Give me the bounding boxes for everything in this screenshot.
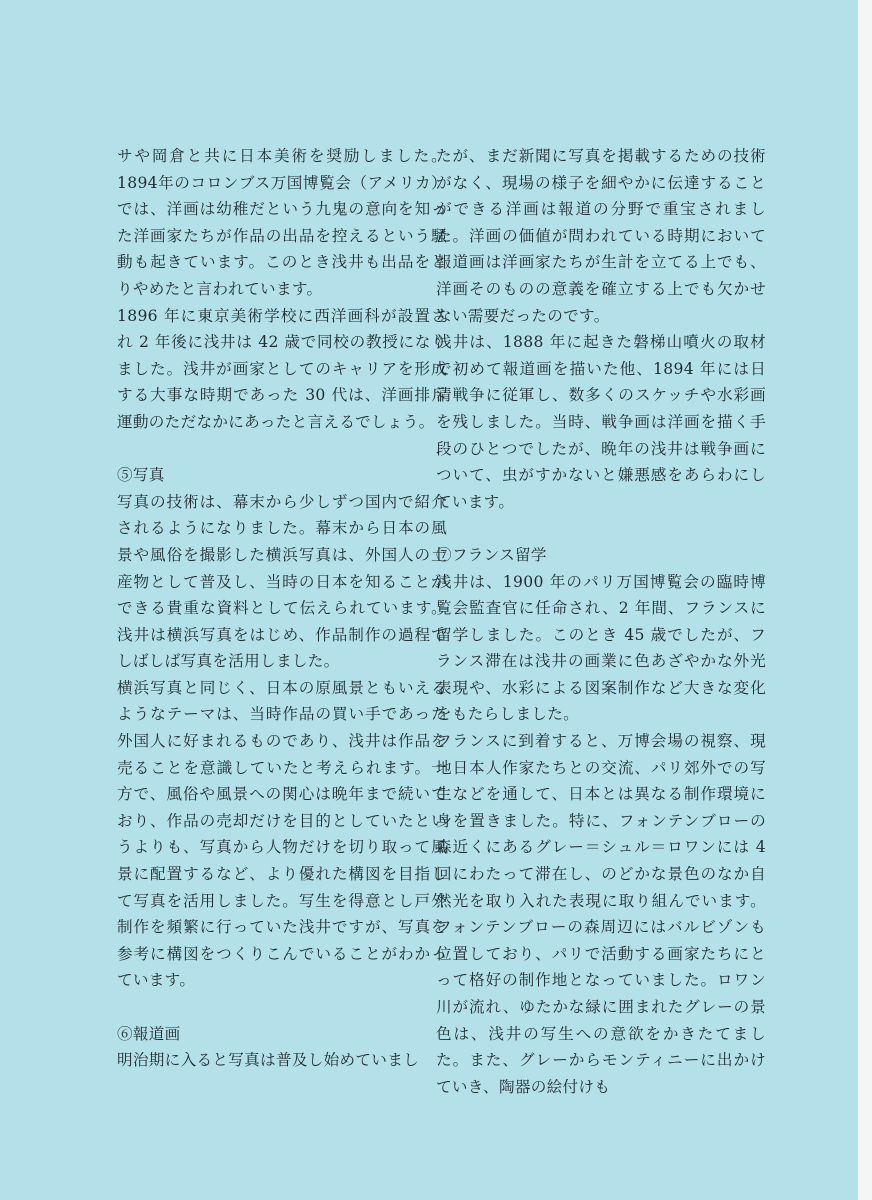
paragraph: 横浜写真と同じく、日本の原風景ともいえるようなテーマは、当時作品の買い手であった外国人に好まれるものであり、浅井は作品を売ることを意識していたと考えられます。一方で、風俗や風景への関心は晩年まで続いており、作品の売却だけを目的としていたというよりも、写真から人物だけを切り取って風景に配置するなど、より優れた構図を目指して写真を活用しました。写生を得意とし戸外制作を頻繁に行っていた浅井ですが、写真を参考に構図をつくりこんでいることがわかっています。 (117, 678, 447, 990)
paragraph: 浅井は、1888 年に起きた磐梯山噴火の取材で初めて報道画を描いた他、1894 年には日清戦争に従軍し、数多くのスケッチや水彩画を残しました。当時、戦争画は洋画を描く手段のひとつでしたが、晩年の浅井は戦争画について、虫がすかないと嫌悪感をあらわにしています。 (436, 333, 767, 511)
right-column (436, 143, 766, 1100)
page-edge (858, 0, 872, 1200)
paragraph: 浅井は、1900 年のパリ万国博覧会の臨時博覧会監査官に任命され、2 年間、フランスに留学しました。このとき 45 歳でしたが、フランス滞在は浅井の画業に色あざやかな外光表現や、水彩による図案制作など大きな変化をもたらしました。 (436, 572, 766, 724)
paragraph: 明治期に入ると写真は普及し始めていまし (117, 1051, 419, 1070)
paragraph: フランスに到着すると、万博会場の視察、現地日本人作家たちとの交流、パリ郊外での写生などを通して、日本とは異なる制作環境に身を置きました。特に、フォンテンブローの森近くにあるグレー＝シュル＝ロワンには 4 回にわたって滞在し、のどかな景色のなか自然光を取り入れた表現に取り組んでいます。フォンテンブローの森周辺にはバルビゾンも位置しており、パリで活動する画家たちにとって格好の制作地となっていました。ロワン川が流れ、ゆたかな緑に囲まれたグレーの景色は、浅井の写生への意欲をかきたてました。また、グレーからモンティニーに出かけていき、陶器の絵付けも (436, 732, 766, 1096)
paragraph: サや岡倉と共に日本美術を奨励しました。1894年のコロンブス万国博覧会（アメリカ）では、洋画は幼稚だという九鬼の意向を知った洋画家たちが作品の出品を控えるという騒動も起きています。このとき浅井も出品をとりやめたと言われています。 (117, 147, 448, 298)
section-heading-study-in-france: ⑦フランス留学 (436, 545, 547, 564)
left-column (117, 143, 447, 1074)
paragraph: 1896 年に東京美術学校に西洋画科が設置され 2 年後に浅井は 42 歳で同校の教授になりました。浅井が画家としてのキャリアを形成する大事な時期であった 30 代は、洋画排斥運動のただなかにあったと言えるでしょう。 (117, 306, 447, 431)
section-heading-photography: ⑤写真 (117, 466, 165, 485)
spacer (117, 436, 447, 463)
spacer (436, 515, 766, 542)
paragraph: 写真の技術は、幕末から少しずつ国内で紹介されるようになりました。幕末から日本の風景や風俗を撮影した横浜写真は、外国人の土産物として普及し、当時の日本を知ることができる貴重な資料として伝えられています。浅井は横浜写真をはじめ、作品制作の過程でしばしば写真を活用しました。 (117, 492, 447, 671)
paragraph: たが、まだ新聞に写真を掲載するための技術がなく、現場の様子を細やかに伝達することができる洋画は報道の分野で重宝されました。洋画の価値が問われている時期において報道画は洋画家たちが生計を立てる上でも、洋画そのものの意義を確立する上でも欠かせない需要だったのです。 (436, 147, 766, 325)
section-heading-news-illustration: ⑥報道画 (117, 1024, 181, 1043)
spacer (117, 994, 447, 1021)
